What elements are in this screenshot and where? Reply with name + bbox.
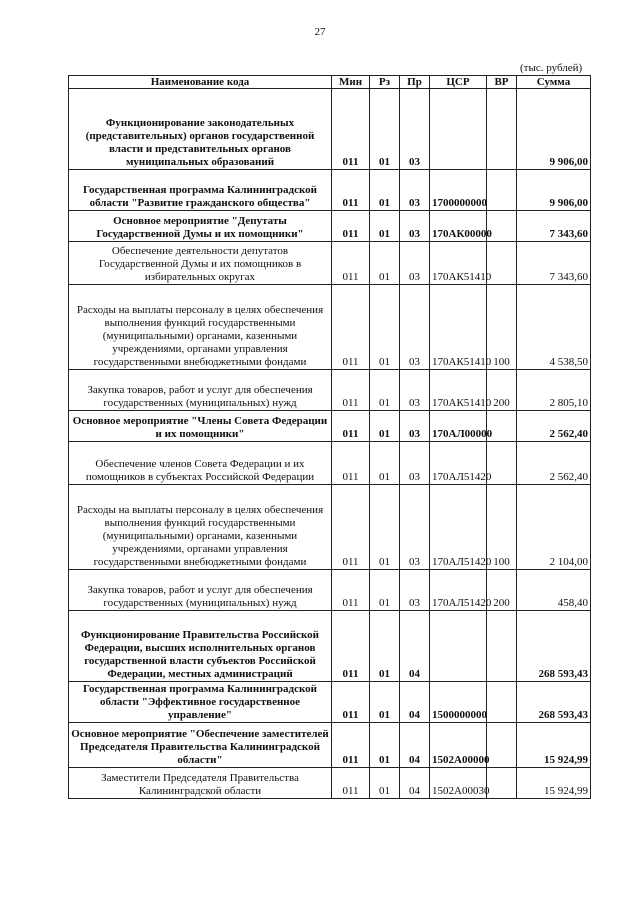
table-row bbox=[69, 242, 591, 285]
cell-name: Основное мероприятие "Члены Совета Федерации и их помощники" bbox=[69, 411, 332, 442]
cell-name: Расходы на выплаты персоналу в целях обеспечения выполнения функций государственными (муниципальными) органами, казенными учреждениями, органами управления государственными внебюджетными фондами bbox=[69, 285, 332, 370]
column-header: Наименование кода bbox=[69, 76, 332, 89]
cell-csr: 170АК51410 bbox=[430, 370, 487, 411]
cell-min: 011 bbox=[332, 723, 370, 768]
table-row bbox=[69, 768, 591, 799]
cell-name: Функционирование Правительства Российской Федерации, высших исполнительных органов государственной власти субъектов Российской Федерации, местных администраций bbox=[69, 611, 332, 682]
cell-vr bbox=[487, 768, 517, 799]
table-row bbox=[69, 411, 591, 442]
cell-rz: 01 bbox=[370, 285, 400, 370]
cell-rz: 01 bbox=[370, 723, 400, 768]
cell-name: Заместители Председателя Правительства Калининградской области bbox=[69, 768, 332, 799]
cell-name: Государственная программа Калининградской области "Эффективное государственное управление" bbox=[69, 682, 332, 723]
cell-vr bbox=[487, 170, 517, 211]
cell-rz: 01 bbox=[370, 89, 400, 170]
cell-pr: 03 bbox=[400, 370, 430, 411]
cell-rz: 01 bbox=[370, 411, 400, 442]
cell-pr: 04 bbox=[400, 723, 430, 768]
cell-name: Расходы на выплаты персоналу в целях обеспечения выполнения функций государственными (муниципальными) органами, казенными учреждениями, органами управления государственными внебюджетными фондами bbox=[69, 485, 332, 570]
cell-pr: 04 bbox=[400, 611, 430, 682]
cell-name: Основное мероприятие "Обеспечение заместителей Председателя Правительства Калининградской области" bbox=[69, 723, 332, 768]
cell-vr: 100 bbox=[487, 485, 517, 570]
table-row bbox=[69, 611, 591, 682]
cell-min: 011 bbox=[332, 485, 370, 570]
cell-rz: 01 bbox=[370, 768, 400, 799]
cell-pr: 03 bbox=[400, 285, 430, 370]
cell-rz: 01 bbox=[370, 485, 400, 570]
cell-vr bbox=[487, 723, 517, 768]
cell-name: Обеспечение членов Совета Федерации и их помощников в субъектах Российской Федерации bbox=[69, 442, 332, 485]
cell-pr: 03 bbox=[400, 442, 430, 485]
cell-rz: 01 bbox=[370, 570, 400, 611]
cell-min: 011 bbox=[332, 285, 370, 370]
column-header: Пр bbox=[400, 76, 430, 89]
cell-sum: 268 593,43 bbox=[517, 682, 591, 723]
cell-min: 011 bbox=[332, 170, 370, 211]
cell-vr bbox=[487, 611, 517, 682]
cell-min: 011 bbox=[332, 768, 370, 799]
column-header: Рз bbox=[370, 76, 400, 89]
cell-pr: 04 bbox=[400, 682, 430, 723]
column-header: ВР bbox=[487, 76, 517, 89]
cell-sum: 268 593,43 bbox=[517, 611, 591, 682]
cell-pr: 03 bbox=[400, 570, 430, 611]
cell-vr: 200 bbox=[487, 370, 517, 411]
table-body bbox=[69, 89, 591, 799]
table-row bbox=[69, 170, 591, 211]
cell-min: 011 bbox=[332, 411, 370, 442]
column-header: ЦСР bbox=[430, 76, 487, 89]
column-header: Сумма bbox=[517, 76, 591, 89]
cell-rz: 01 bbox=[370, 211, 400, 242]
cell-sum: 15 924,99 bbox=[517, 768, 591, 799]
cell-min: 011 bbox=[332, 370, 370, 411]
units-label: (тыс. рублей) bbox=[520, 62, 583, 74]
cell-pr: 03 bbox=[400, 485, 430, 570]
cell-rz: 01 bbox=[370, 242, 400, 285]
table-row bbox=[69, 570, 591, 611]
cell-pr: 03 bbox=[400, 411, 430, 442]
cell-name: Закупка товаров, работ и услуг для обеспечения государственных (муниципальных) нужд bbox=[69, 370, 332, 411]
cell-min: 011 bbox=[332, 211, 370, 242]
cell-min: 011 bbox=[332, 242, 370, 285]
cell-min: 011 bbox=[332, 611, 370, 682]
table-row bbox=[69, 723, 591, 768]
table-header-row bbox=[69, 76, 591, 89]
cell-csr bbox=[430, 611, 487, 682]
cell-csr: 170АК51410 bbox=[430, 242, 487, 285]
cell-pr: 03 bbox=[400, 211, 430, 242]
cell-name: Закупка товаров, работ и услуг для обеспечения государственных (муниципальных) нужд bbox=[69, 570, 332, 611]
cell-sum: 2 805,10 bbox=[517, 370, 591, 411]
cell-sum: 9 906,00 bbox=[517, 89, 591, 170]
cell-sum: 15 924,99 bbox=[517, 723, 591, 768]
cell-vr: 100 bbox=[487, 285, 517, 370]
cell-vr: 200 bbox=[487, 570, 517, 611]
cell-csr: 1700000000 bbox=[430, 170, 487, 211]
cell-min: 011 bbox=[332, 442, 370, 485]
cell-csr: 170АЛ51420 bbox=[430, 485, 487, 570]
cell-sum: 2 562,40 bbox=[517, 411, 591, 442]
cell-min: 011 bbox=[332, 570, 370, 611]
cell-csr: 170АЛ51420 bbox=[430, 442, 487, 485]
cell-rz: 01 bbox=[370, 370, 400, 411]
table-row bbox=[69, 211, 591, 242]
cell-rz: 01 bbox=[370, 442, 400, 485]
cell-sum: 4 538,50 bbox=[517, 285, 591, 370]
cell-vr bbox=[487, 242, 517, 285]
cell-sum: 2 104,00 bbox=[517, 485, 591, 570]
cell-name: Функционирование законодательных (представительных) органов государственной власти и представительных органов муниципальных образований bbox=[69, 89, 332, 170]
cell-vr bbox=[487, 682, 517, 723]
cell-rz: 01 bbox=[370, 611, 400, 682]
cell-sum: 7 343,60 bbox=[517, 211, 591, 242]
table-row bbox=[69, 89, 591, 170]
cell-name: Обеспечение деятельности депутатов Государственной Думы и их помощников в избирательных округах bbox=[69, 242, 332, 285]
cell-csr: 170АК51410 bbox=[430, 285, 487, 370]
cell-rz: 01 bbox=[370, 170, 400, 211]
table-row bbox=[69, 370, 591, 411]
cell-min: 011 bbox=[332, 682, 370, 723]
cell-csr: 1502А00000 bbox=[430, 723, 487, 768]
page-number: 27 bbox=[314, 26, 326, 38]
cell-name: Государственная программа Калининградской области "Развитие гражданского общества" bbox=[69, 170, 332, 211]
table-row bbox=[69, 285, 591, 370]
cell-name: Основное мероприятие "Депутаты Государственной Думы и их помощники" bbox=[69, 211, 332, 242]
table-row bbox=[69, 682, 591, 723]
cell-vr bbox=[487, 89, 517, 170]
cell-pr: 04 bbox=[400, 768, 430, 799]
column-header: Мин bbox=[332, 76, 370, 89]
cell-pr: 03 bbox=[400, 242, 430, 285]
cell-csr: 170АЛ00000 bbox=[430, 411, 487, 442]
cell-sum: 9 906,00 bbox=[517, 170, 591, 211]
cell-csr bbox=[430, 89, 487, 170]
table-row bbox=[69, 442, 591, 485]
budget-table bbox=[68, 75, 591, 799]
cell-sum: 458,40 bbox=[517, 570, 591, 611]
cell-pr: 03 bbox=[400, 170, 430, 211]
cell-min: 011 bbox=[332, 89, 370, 170]
cell-sum: 7 343,60 bbox=[517, 242, 591, 285]
cell-vr bbox=[487, 442, 517, 485]
cell-csr: 1502А00030 bbox=[430, 768, 487, 799]
cell-csr: 170АК00000 bbox=[430, 211, 487, 242]
table-row bbox=[69, 485, 591, 570]
cell-csr: 1500000000 bbox=[430, 682, 487, 723]
cell-rz: 01 bbox=[370, 682, 400, 723]
cell-csr: 170АЛ51420 bbox=[430, 570, 487, 611]
cell-sum: 2 562,40 bbox=[517, 442, 591, 485]
cell-pr: 03 bbox=[400, 89, 430, 170]
